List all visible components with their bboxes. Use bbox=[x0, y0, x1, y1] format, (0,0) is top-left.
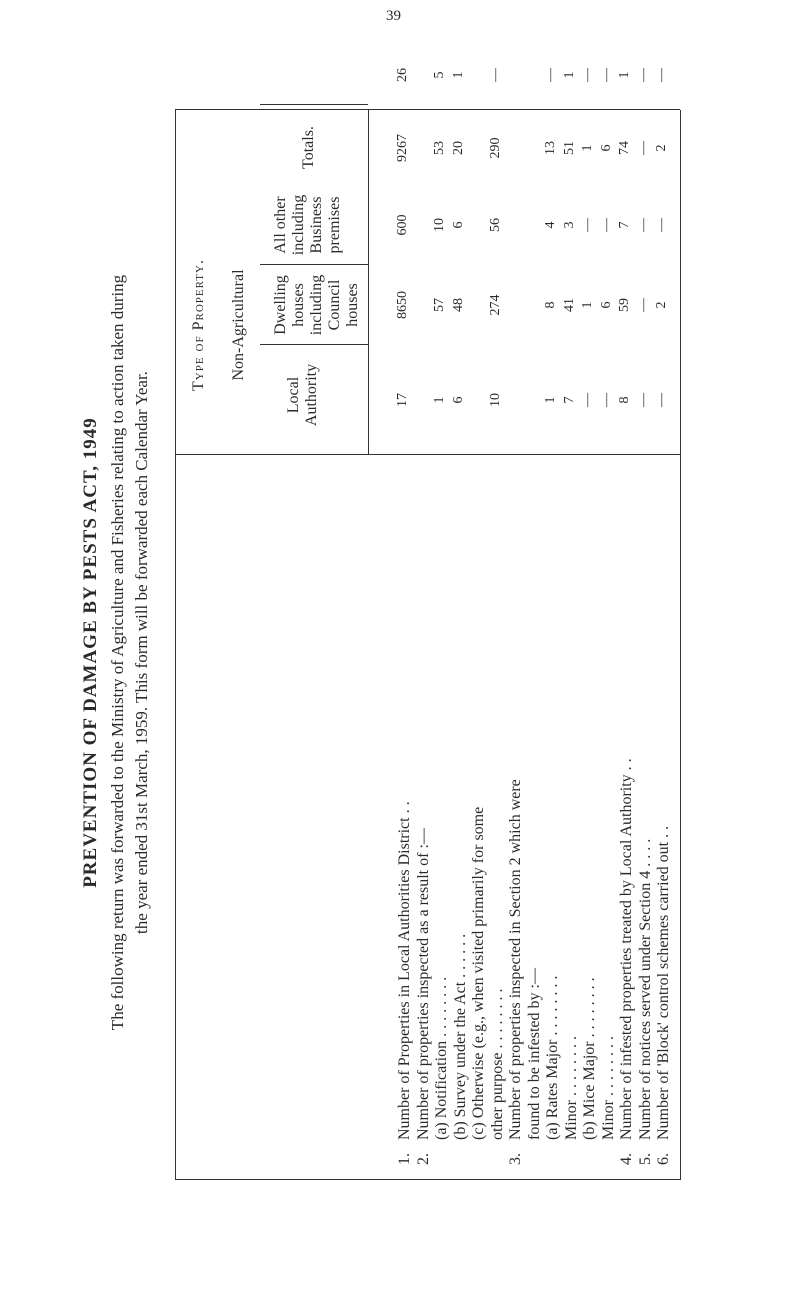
table-cell: — bbox=[598, 218, 614, 232]
table-cell: 1 bbox=[561, 71, 577, 79]
row-number: 1. bbox=[396, 1153, 413, 1165]
type-of-property-header: Type of Property. bbox=[190, 259, 207, 391]
row-label: found to be infested by :— bbox=[525, 968, 543, 1140]
row-label: Number of properties inspected in Section 2 which were bbox=[507, 779, 524, 1140]
table-cell: — bbox=[635, 68, 651, 82]
table-cell: 56 bbox=[487, 218, 503, 232]
table-cell: 290 bbox=[487, 137, 503, 159]
table-cell: — bbox=[635, 298, 651, 312]
page-number: 39 bbox=[386, 8, 401, 24]
table-cell: 1 bbox=[617, 71, 632, 79]
table-cell: 600 bbox=[395, 214, 410, 236]
table-cell: — bbox=[580, 393, 595, 407]
row-label: Number of properties inspected as a result of :— bbox=[414, 828, 432, 1140]
col-header-local-authority: Local Authority bbox=[285, 363, 320, 427]
row-label: Number of Properties in Local Authorities District . . bbox=[396, 801, 413, 1140]
col-divider-other bbox=[260, 104, 368, 105]
table-cell: 5 bbox=[432, 71, 447, 79]
col-header-totals: Totals. bbox=[300, 126, 317, 169]
table-cell: 8 bbox=[617, 396, 632, 404]
table-bottom-rule bbox=[680, 110, 681, 1180]
table-cell: — bbox=[580, 68, 595, 82]
table-cell: — bbox=[654, 393, 669, 407]
header-divider bbox=[175, 454, 680, 455]
table-cell: — bbox=[580, 218, 595, 232]
row-label: other purpose . . . . . . . . bbox=[488, 988, 506, 1140]
table-cell: 48 bbox=[450, 298, 466, 312]
table-cell: 9267 bbox=[395, 134, 410, 162]
row-label: Number of notices served under Section 4 . . . . bbox=[636, 838, 654, 1140]
col-header-dwelling-houses: Dwelling houses including Council houses bbox=[272, 274, 361, 336]
table-cell: 6 bbox=[450, 396, 466, 404]
table-cell: 1 bbox=[580, 144, 595, 152]
row-label: Minor . . . . . . . . bbox=[599, 1036, 617, 1140]
row-number: 2. bbox=[414, 1153, 432, 1165]
non-agricultural-header: Non-Agricultural bbox=[230, 269, 247, 381]
table-cell: 8650 bbox=[395, 291, 410, 319]
table-cell: 6 bbox=[598, 144, 614, 152]
table-cell: — bbox=[598, 393, 614, 407]
intro-text-line-2: the year ended 31st March, 1959. This form will be forwarded each Calendar Year. bbox=[132, 371, 151, 934]
table-cell: 20 bbox=[450, 141, 466, 155]
table-cell: — bbox=[543, 68, 558, 82]
header-values-divider bbox=[368, 110, 369, 455]
table-top-rule bbox=[175, 110, 176, 1180]
row-number: 3. bbox=[507, 1153, 524, 1165]
table-cell: 17 bbox=[395, 393, 410, 407]
page-title: PREVENTION OF DAMAGE BY PESTS ACT, 1949 bbox=[80, 417, 101, 888]
table-cell: — bbox=[635, 141, 651, 155]
table-cell: 1 bbox=[580, 301, 595, 309]
table-cell: 13 bbox=[543, 141, 558, 155]
table-cell: 53 bbox=[432, 141, 447, 155]
table-cell: 7 bbox=[617, 221, 632, 229]
table-cell: 51 bbox=[561, 141, 577, 155]
table-cell: 6 bbox=[450, 221, 466, 229]
intro-text-line-1: The following return was forwarded to the Ministry of Agriculture and Fisheries relating to action taken during bbox=[108, 274, 127, 1031]
table-cell: 274 bbox=[487, 294, 503, 316]
table-cell: 8 bbox=[543, 301, 558, 309]
table-cell: 10 bbox=[432, 218, 447, 232]
table-cell: — bbox=[635, 393, 651, 407]
table-cell: 74 bbox=[617, 141, 632, 155]
table-cell: 57 bbox=[432, 298, 447, 312]
table-cell: 2 bbox=[654, 301, 669, 309]
table-cell: 1 bbox=[450, 71, 466, 79]
table-cell: 41 bbox=[561, 298, 577, 312]
table-cell: 1 bbox=[543, 396, 558, 404]
row-label: (b) Survey under the Act . . . . . . bbox=[451, 933, 469, 1140]
row-label: Number of 'Block' control schemes carried out . . bbox=[655, 825, 672, 1140]
row-label: Minor . . . . . . . . bbox=[562, 1036, 580, 1140]
row-label: (a) Rates Major . . . . . . . . bbox=[544, 975, 561, 1140]
row-label: Number of infested properties treated by Local Authority . . bbox=[618, 758, 635, 1140]
table-cell: 4 bbox=[543, 221, 558, 229]
table-cell: 10 bbox=[487, 393, 503, 407]
table-cell: 1 bbox=[432, 396, 447, 404]
table-cell: 59 bbox=[617, 298, 632, 312]
table-cell: 26 bbox=[395, 68, 410, 82]
table-cell: 2 bbox=[654, 144, 669, 152]
table-cell: 7 bbox=[561, 396, 577, 404]
row-label: (a) Notification . . . . . . . . bbox=[433, 976, 450, 1140]
row-number: 5. bbox=[636, 1153, 654, 1165]
table-cell: 3 bbox=[561, 221, 577, 229]
table-cell: — bbox=[654, 218, 669, 232]
table-cell: — bbox=[598, 68, 614, 82]
table-cell: — bbox=[487, 68, 503, 82]
col-header-all-other: All other including Business premises bbox=[272, 194, 343, 256]
table-cell: — bbox=[654, 68, 669, 82]
row-number: 6. bbox=[655, 1153, 672, 1165]
row-number: 4. bbox=[618, 1153, 635, 1165]
table-left-rule bbox=[175, 1179, 680, 1180]
row-label: (b) Mice Major . . . . . . . . bbox=[581, 977, 598, 1140]
row-label: (c) Otherwise (e.g., when visited primarily for some bbox=[470, 806, 487, 1140]
table-cell: — bbox=[635, 218, 651, 232]
table-cell: 6 bbox=[598, 301, 614, 309]
